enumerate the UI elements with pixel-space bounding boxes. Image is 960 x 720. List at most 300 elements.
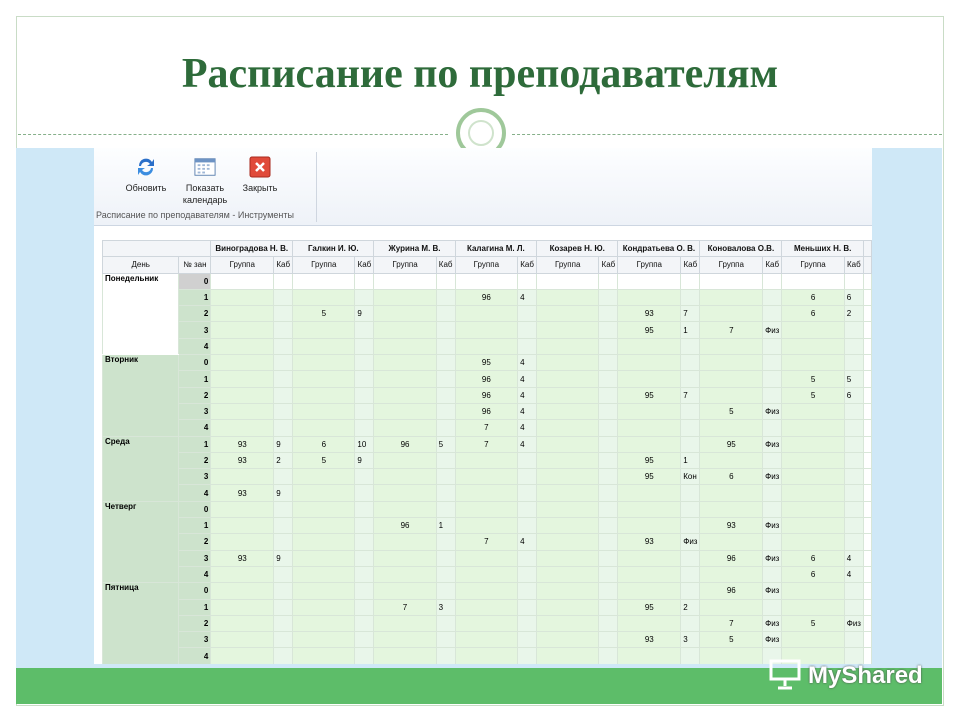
room-cell[interactable]: [518, 306, 537, 322]
room-cell[interactable]: [763, 566, 782, 582]
room-cell[interactable]: [274, 501, 293, 517]
room-cell[interactable]: [599, 599, 618, 615]
room-cell[interactable]: [844, 452, 863, 468]
group-cell[interactable]: 96: [700, 550, 763, 566]
room-cell[interactable]: [274, 469, 293, 485]
room-subheader[interactable]: Каб: [518, 257, 537, 273]
room-cell[interactable]: [355, 566, 374, 582]
room-cell[interactable]: [436, 452, 455, 468]
room-cell[interactable]: [518, 566, 537, 582]
group-cell[interactable]: 95: [455, 355, 517, 371]
teacher-header[interactable]: Меньших Н. В.: [782, 241, 864, 257]
group-cell[interactable]: 93: [618, 534, 681, 550]
room-cell[interactable]: [355, 599, 374, 615]
group-cell[interactable]: [211, 648, 274, 664]
group-cell[interactable]: [374, 355, 436, 371]
room-cell[interactable]: 4: [518, 355, 537, 371]
edge-cell[interactable]: [863, 518, 871, 534]
room-cell[interactable]: [763, 355, 782, 371]
room-cell[interactable]: [599, 648, 618, 664]
room-cell[interactable]: 4: [518, 420, 537, 436]
room-cell[interactable]: [436, 566, 455, 582]
group-cell[interactable]: [293, 387, 355, 403]
show-calendar-button[interactable]: [175, 154, 235, 206]
room-cell[interactable]: 4: [844, 550, 863, 566]
room-cell[interactable]: 9: [274, 485, 293, 501]
room-cell[interactable]: [599, 632, 618, 648]
group-cell[interactable]: [211, 632, 274, 648]
group-cell[interactable]: [700, 289, 763, 305]
group-cell[interactable]: [618, 403, 681, 419]
room-cell[interactable]: [763, 289, 782, 305]
room-cell[interactable]: [518, 322, 537, 338]
room-cell[interactable]: [599, 615, 618, 631]
group-cell[interactable]: [211, 583, 274, 599]
room-subheader[interactable]: Каб: [274, 257, 293, 273]
group-cell[interactable]: [618, 648, 681, 664]
room-cell[interactable]: [436, 273, 455, 289]
group-cell[interactable]: [374, 387, 436, 403]
room-cell[interactable]: [844, 436, 863, 452]
room-cell[interactable]: [274, 322, 293, 338]
room-cell[interactable]: [844, 534, 863, 550]
room-cell[interactable]: [599, 566, 618, 582]
group-cell[interactable]: [374, 273, 436, 289]
group-cell[interactable]: [455, 615, 517, 631]
room-cell[interactable]: [599, 583, 618, 599]
group-cell[interactable]: [455, 273, 517, 289]
group-cell[interactable]: [782, 485, 844, 501]
group-cell[interactable]: [618, 583, 681, 599]
group-cell[interactable]: [374, 403, 436, 419]
room-cell[interactable]: [844, 583, 863, 599]
group-cell[interactable]: 96: [374, 518, 436, 534]
group-subheader[interactable]: Группа: [782, 257, 844, 273]
edge-cell[interactable]: [863, 615, 871, 631]
group-cell[interactable]: [537, 371, 599, 387]
edge-cell[interactable]: [863, 387, 871, 403]
group-cell[interactable]: [537, 501, 599, 517]
group-cell[interactable]: 6: [782, 566, 844, 582]
room-cell[interactable]: [355, 583, 374, 599]
room-cell[interactable]: [274, 403, 293, 419]
edge-cell[interactable]: [863, 485, 871, 501]
group-cell[interactable]: [374, 632, 436, 648]
group-cell[interactable]: 96: [455, 403, 517, 419]
group-cell[interactable]: [374, 371, 436, 387]
room-cell[interactable]: [436, 501, 455, 517]
room-cell[interactable]: [436, 403, 455, 419]
room-cell[interactable]: 4: [518, 534, 537, 550]
room-cell[interactable]: [436, 289, 455, 305]
group-cell[interactable]: [782, 436, 844, 452]
room-subheader[interactable]: Каб: [355, 257, 374, 273]
group-cell[interactable]: 7: [455, 420, 517, 436]
room-cell[interactable]: [681, 648, 700, 664]
room-cell[interactable]: 5: [844, 371, 863, 387]
group-cell[interactable]: [782, 420, 844, 436]
group-subheader[interactable]: Группа: [700, 257, 763, 273]
room-cell[interactable]: [599, 387, 618, 403]
room-cell[interactable]: [599, 469, 618, 485]
lesson-number-header[interactable]: № зан: [179, 257, 211, 273]
group-cell[interactable]: [455, 599, 517, 615]
group-cell[interactable]: 5: [782, 615, 844, 631]
room-cell[interactable]: [844, 403, 863, 419]
group-cell[interactable]: [537, 485, 599, 501]
edge-cell[interactable]: [863, 289, 871, 305]
room-cell[interactable]: [436, 550, 455, 566]
group-cell[interactable]: [211, 501, 274, 517]
room-cell[interactable]: Физ: [763, 436, 782, 452]
group-cell[interactable]: [293, 371, 355, 387]
group-cell[interactable]: [374, 338, 436, 354]
room-cell[interactable]: [436, 387, 455, 403]
group-cell[interactable]: [618, 273, 681, 289]
day-column-header[interactable]: День: [103, 257, 179, 273]
room-cell[interactable]: [763, 534, 782, 550]
edge-cell[interactable]: [863, 371, 871, 387]
group-cell[interactable]: [700, 648, 763, 664]
group-cell[interactable]: 93: [700, 518, 763, 534]
group-cell[interactable]: [211, 599, 274, 615]
room-cell[interactable]: 2: [681, 599, 700, 615]
room-cell[interactable]: [518, 501, 537, 517]
group-cell[interactable]: [618, 485, 681, 501]
edge-cell[interactable]: [863, 534, 871, 550]
close-button[interactable]: [230, 154, 290, 194]
edge-cell[interactable]: [863, 322, 871, 338]
room-cell[interactable]: [518, 632, 537, 648]
room-cell[interactable]: [355, 632, 374, 648]
room-cell[interactable]: [355, 550, 374, 566]
group-cell[interactable]: [537, 583, 599, 599]
group-cell[interactable]: [455, 306, 517, 322]
room-cell[interactable]: [355, 403, 374, 419]
room-cell[interactable]: [844, 501, 863, 517]
group-cell[interactable]: 5: [700, 632, 763, 648]
group-subheader[interactable]: Группа: [618, 257, 681, 273]
group-cell[interactable]: [293, 403, 355, 419]
group-cell[interactable]: [782, 322, 844, 338]
room-cell[interactable]: [763, 452, 782, 468]
room-cell[interactable]: [599, 452, 618, 468]
room-cell[interactable]: [599, 338, 618, 354]
room-cell[interactable]: [274, 387, 293, 403]
room-cell[interactable]: [274, 632, 293, 648]
room-cell[interactable]: [763, 599, 782, 615]
room-cell[interactable]: [599, 322, 618, 338]
group-cell[interactable]: [618, 371, 681, 387]
edge-cell[interactable]: [863, 501, 871, 517]
group-cell[interactable]: [374, 420, 436, 436]
group-cell[interactable]: [700, 355, 763, 371]
group-cell[interactable]: 93: [211, 485, 274, 501]
group-cell[interactable]: [537, 566, 599, 582]
room-cell[interactable]: 6: [844, 387, 863, 403]
room-cell[interactable]: [436, 306, 455, 322]
group-subheader[interactable]: Группа: [293, 257, 355, 273]
group-subheader[interactable]: Группа: [374, 257, 436, 273]
room-cell[interactable]: [518, 615, 537, 631]
group-cell[interactable]: [293, 550, 355, 566]
room-cell[interactable]: [436, 615, 455, 631]
room-cell[interactable]: 9: [274, 436, 293, 452]
group-cell[interactable]: [374, 452, 436, 468]
group-cell[interactable]: 96: [374, 436, 436, 452]
room-cell[interactable]: [681, 273, 700, 289]
room-cell[interactable]: [844, 338, 863, 354]
group-cell[interactable]: [374, 648, 436, 664]
room-cell[interactable]: [355, 485, 374, 501]
group-cell[interactable]: [374, 306, 436, 322]
group-cell[interactable]: [700, 452, 763, 468]
room-cell[interactable]: [355, 387, 374, 403]
group-cell[interactable]: [293, 632, 355, 648]
group-cell[interactable]: [537, 403, 599, 419]
group-cell[interactable]: 96: [700, 583, 763, 599]
edge-cell[interactable]: [863, 599, 871, 615]
group-cell[interactable]: [211, 355, 274, 371]
room-cell[interactable]: [681, 615, 700, 631]
room-cell[interactable]: [274, 306, 293, 322]
group-cell[interactable]: [211, 273, 274, 289]
room-cell[interactable]: [274, 615, 293, 631]
group-cell[interactable]: [618, 550, 681, 566]
room-cell[interactable]: [274, 648, 293, 664]
group-cell[interactable]: [293, 420, 355, 436]
room-cell[interactable]: 7: [681, 306, 700, 322]
group-cell[interactable]: [537, 469, 599, 485]
group-cell[interactable]: 93: [211, 436, 274, 452]
room-cell[interactable]: [763, 501, 782, 517]
group-cell[interactable]: [455, 338, 517, 354]
room-cell[interactable]: [518, 648, 537, 664]
edge-cell[interactable]: [863, 566, 871, 582]
group-cell[interactable]: [700, 420, 763, 436]
room-cell[interactable]: [436, 420, 455, 436]
group-cell[interactable]: [293, 322, 355, 338]
edge-cell[interactable]: [863, 632, 871, 648]
room-cell[interactable]: 3: [436, 599, 455, 615]
group-cell[interactable]: [455, 648, 517, 664]
group-cell[interactable]: [211, 615, 274, 631]
room-cell[interactable]: [844, 273, 863, 289]
room-cell[interactable]: [599, 289, 618, 305]
room-cell[interactable]: [436, 485, 455, 501]
room-cell[interactable]: [436, 338, 455, 354]
room-cell[interactable]: [436, 355, 455, 371]
room-cell[interactable]: 4: [518, 403, 537, 419]
group-cell[interactable]: [211, 534, 274, 550]
room-cell[interactable]: [681, 289, 700, 305]
room-cell[interactable]: 4: [844, 566, 863, 582]
room-cell[interactable]: [355, 469, 374, 485]
teacher-header[interactable]: Коновалова О.В.: [700, 241, 782, 257]
room-cell[interactable]: 9: [274, 550, 293, 566]
room-cell[interactable]: [681, 436, 700, 452]
room-cell[interactable]: [436, 648, 455, 664]
room-cell[interactable]: 2: [844, 306, 863, 322]
room-cell[interactable]: [599, 420, 618, 436]
room-cell[interactable]: [681, 338, 700, 354]
group-cell[interactable]: [618, 338, 681, 354]
group-cell[interactable]: [293, 615, 355, 631]
group-cell[interactable]: [537, 452, 599, 468]
group-cell[interactable]: [537, 534, 599, 550]
room-cell[interactable]: 3: [681, 632, 700, 648]
room-cell[interactable]: Физ: [844, 615, 863, 631]
edge-cell[interactable]: [863, 355, 871, 371]
group-cell[interactable]: [293, 534, 355, 550]
group-cell[interactable]: [537, 615, 599, 631]
room-cell[interactable]: [518, 273, 537, 289]
group-cell[interactable]: [782, 469, 844, 485]
group-subheader[interactable]: Группа: [211, 257, 274, 273]
room-cell[interactable]: [518, 469, 537, 485]
edge-cell[interactable]: [863, 550, 871, 566]
room-cell[interactable]: 7: [681, 387, 700, 403]
group-cell[interactable]: [374, 583, 436, 599]
group-cell[interactable]: [618, 420, 681, 436]
group-cell[interactable]: [211, 322, 274, 338]
group-cell[interactable]: 6: [782, 550, 844, 566]
room-cell[interactable]: [274, 273, 293, 289]
room-cell[interactable]: [599, 485, 618, 501]
group-cell[interactable]: [211, 289, 274, 305]
room-cell[interactable]: [274, 583, 293, 599]
group-cell[interactable]: [700, 387, 763, 403]
group-cell[interactable]: [374, 534, 436, 550]
room-cell[interactable]: Физ: [763, 403, 782, 419]
group-cell[interactable]: [782, 403, 844, 419]
room-cell[interactable]: [599, 273, 618, 289]
edge-cell[interactable]: [863, 436, 871, 452]
room-cell[interactable]: [436, 583, 455, 599]
room-cell[interactable]: [763, 420, 782, 436]
room-cell[interactable]: Физ: [763, 632, 782, 648]
group-cell[interactable]: [618, 615, 681, 631]
teacher-header[interactable]: Калагина М. Л.: [455, 241, 536, 257]
group-cell[interactable]: [537, 306, 599, 322]
edge-cell[interactable]: [863, 469, 871, 485]
edge-cell[interactable]: [863, 583, 871, 599]
group-cell[interactable]: [782, 583, 844, 599]
group-cell[interactable]: [537, 387, 599, 403]
room-cell[interactable]: 9: [355, 452, 374, 468]
room-cell[interactable]: Кон: [681, 469, 700, 485]
room-cell[interactable]: Физ: [763, 469, 782, 485]
room-cell[interactable]: [599, 534, 618, 550]
room-cell[interactable]: [763, 338, 782, 354]
room-cell[interactable]: [844, 518, 863, 534]
group-cell[interactable]: [537, 322, 599, 338]
group-cell[interactable]: [700, 306, 763, 322]
room-cell[interactable]: [274, 599, 293, 615]
room-cell[interactable]: [681, 371, 700, 387]
room-cell[interactable]: [681, 485, 700, 501]
teacher-header[interactable]: Журина М. В.: [374, 241, 455, 257]
group-cell[interactable]: 7: [700, 615, 763, 631]
group-cell[interactable]: [293, 273, 355, 289]
group-cell[interactable]: [537, 338, 599, 354]
room-cell[interactable]: [355, 518, 374, 534]
group-cell[interactable]: [618, 289, 681, 305]
room-cell[interactable]: [274, 518, 293, 534]
room-cell[interactable]: [681, 420, 700, 436]
group-cell[interactable]: [374, 501, 436, 517]
group-cell[interactable]: [211, 518, 274, 534]
room-cell[interactable]: Физ: [763, 518, 782, 534]
group-cell[interactable]: [537, 289, 599, 305]
group-cell[interactable]: [211, 306, 274, 322]
group-cell[interactable]: [537, 599, 599, 615]
room-cell[interactable]: 1: [681, 322, 700, 338]
group-cell[interactable]: [293, 355, 355, 371]
group-cell[interactable]: [293, 518, 355, 534]
group-cell[interactable]: [374, 566, 436, 582]
room-cell[interactable]: [274, 534, 293, 550]
room-subheader[interactable]: Каб: [681, 257, 700, 273]
room-cell[interactable]: [436, 534, 455, 550]
group-subheader[interactable]: Группа: [455, 257, 517, 273]
room-subheader[interactable]: Каб: [436, 257, 455, 273]
group-cell[interactable]: [374, 550, 436, 566]
room-cell[interactable]: Физ: [763, 583, 782, 599]
room-cell[interactable]: [844, 420, 863, 436]
room-cell[interactable]: Физ: [763, 615, 782, 631]
group-cell[interactable]: [211, 338, 274, 354]
group-cell[interactable]: [782, 534, 844, 550]
room-cell[interactable]: [681, 518, 700, 534]
room-cell[interactable]: [599, 306, 618, 322]
group-cell[interactable]: 96: [455, 387, 517, 403]
edge-cell[interactable]: [863, 306, 871, 322]
group-cell[interactable]: 7: [455, 436, 517, 452]
group-cell[interactable]: [455, 322, 517, 338]
group-cell[interactable]: [700, 338, 763, 354]
group-cell[interactable]: [537, 436, 599, 452]
room-cell[interactable]: [518, 583, 537, 599]
group-cell[interactable]: 93: [618, 632, 681, 648]
room-cell[interactable]: [436, 632, 455, 648]
room-cell[interactable]: [355, 273, 374, 289]
room-cell[interactable]: [355, 420, 374, 436]
group-cell[interactable]: 95: [618, 469, 681, 485]
edge-cell[interactable]: [863, 273, 871, 289]
group-cell[interactable]: 93: [211, 550, 274, 566]
room-cell[interactable]: [355, 338, 374, 354]
room-cell[interactable]: [518, 550, 537, 566]
group-cell[interactable]: [455, 501, 517, 517]
group-cell[interactable]: [782, 355, 844, 371]
room-cell[interactable]: 5: [436, 436, 455, 452]
room-cell[interactable]: [274, 566, 293, 582]
group-cell[interactable]: [782, 518, 844, 534]
group-cell[interactable]: [211, 387, 274, 403]
room-cell[interactable]: [681, 583, 700, 599]
group-cell[interactable]: 5: [782, 387, 844, 403]
group-cell[interactable]: [455, 566, 517, 582]
room-subheader[interactable]: Каб: [763, 257, 782, 273]
group-cell[interactable]: [700, 566, 763, 582]
group-cell[interactable]: 7: [374, 599, 436, 615]
room-cell[interactable]: [518, 518, 537, 534]
room-cell[interactable]: [355, 615, 374, 631]
group-cell[interactable]: 96: [455, 289, 517, 305]
room-cell[interactable]: [274, 420, 293, 436]
room-cell[interactable]: [518, 452, 537, 468]
